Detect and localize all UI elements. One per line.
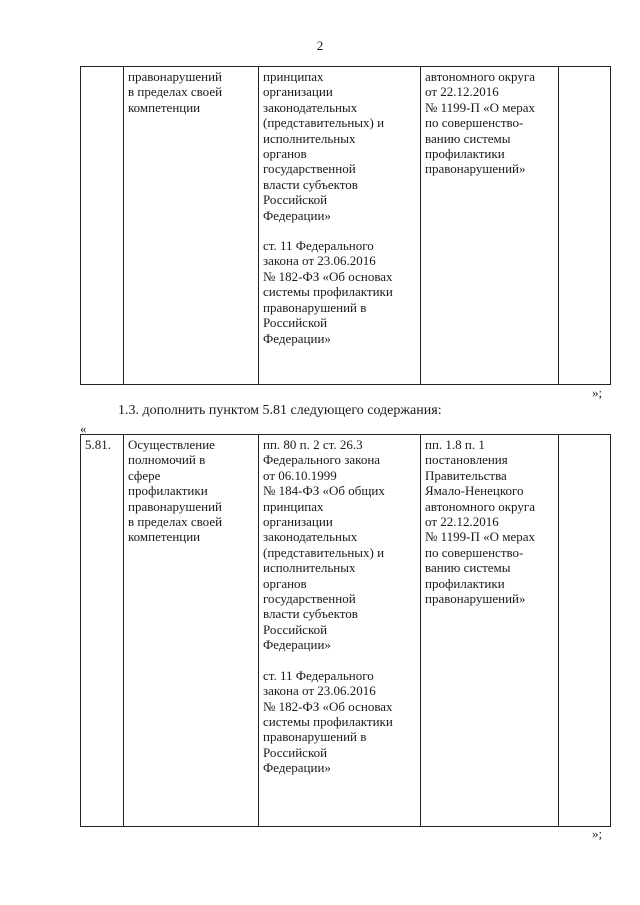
text-line: Федерации» (263, 760, 331, 776)
text-line: закона от 23.06.2016 (263, 683, 376, 699)
text-line: законодательных (263, 99, 358, 115)
text-line: постановления (425, 452, 508, 468)
text-line: компетенции (128, 99, 201, 115)
text-line: Российской (263, 744, 328, 760)
cell-notes (559, 67, 611, 385)
text-line: Российской (263, 621, 328, 637)
text-line: Российской (263, 192, 328, 208)
text-line: власти субъектов (263, 606, 358, 622)
text-line: Правительства (425, 467, 507, 483)
table-row (81, 435, 611, 827)
text-line: принципах (263, 498, 324, 514)
text-line: правонарушений в (263, 299, 367, 315)
text-line: № 182-ФЗ «Об основах (263, 698, 393, 714)
table-new-item (80, 434, 611, 827)
text-line: власти субъектов (263, 176, 358, 192)
text-line: государственной (263, 161, 356, 177)
text-line: исполнительных (263, 560, 356, 576)
text-line: правонарушений в (263, 729, 367, 745)
text-line: Российской (263, 315, 328, 331)
text-line: организации (263, 84, 333, 100)
text-line: (представительных) и (263, 544, 385, 560)
text-line: в пределах своей (128, 514, 223, 530)
text-line: государственной (263, 591, 356, 607)
text-line: автономного округа (425, 498, 535, 514)
text-line: ст. 11 Федерального (263, 667, 374, 683)
text-line: № 1199-П «О мерах (425, 99, 536, 115)
table-row (81, 67, 611, 385)
text-line: закона от 23.06.2016 (263, 253, 376, 269)
text-line: исполнительных (263, 130, 356, 146)
text-line: от 06.10.1999 (263, 467, 337, 483)
text-line: правонарушений (128, 69, 222, 84)
cell-number (81, 67, 124, 385)
closing-quote: »; (592, 826, 603, 841)
cell-function (124, 67, 259, 385)
text-line: правонарушений» (425, 161, 526, 177)
cell-regional-basis (421, 435, 559, 827)
text-line: Федерации» (263, 637, 331, 653)
text-line: № 1199-П «О мерах (425, 529, 536, 545)
text-line: Федерального закона (263, 452, 381, 468)
text-line: компетенции (128, 529, 201, 545)
text-line: (представительных) и (263, 115, 385, 131)
text-line: профилактики (425, 575, 505, 591)
text-line: пп. 80 п. 2 ст. 26.3 (263, 437, 363, 452)
cell-federal-basis (259, 435, 421, 827)
paragraph-text: 1.3. дополнить пунктом 5.81 следующего содержания: (118, 403, 442, 418)
page-number: 2 (316, 38, 324, 53)
text-line: системы профилактики (263, 713, 393, 729)
cell-number: 5.81. (81, 435, 124, 827)
text-line: Федерации» (263, 207, 331, 223)
text-line: органов (263, 146, 307, 162)
cell-notes (559, 435, 611, 827)
closing-quote: »; (592, 385, 603, 400)
text-line: пп. 1.8 п. 1 (425, 437, 485, 452)
text-line: № 182-ФЗ «Об основах (263, 268, 393, 284)
text-line: полномочий в (128, 452, 206, 468)
opening-quote: « (80, 421, 87, 436)
text-line: по совершенство- (425, 544, 524, 560)
text-line: организации (263, 514, 333, 530)
text-line: от 22.12.2016 (425, 84, 499, 100)
text-line: ванию системы (425, 560, 511, 576)
text-line: принципах (263, 69, 324, 84)
text-line: сфере (128, 467, 161, 483)
text-line: Федерации» (263, 330, 331, 346)
text-line: правонарушений (128, 498, 222, 514)
text-line: Осуществление (128, 437, 215, 452)
text-line: Ямало-Ненецкого (425, 483, 524, 499)
text-line: системы профилактики (263, 284, 393, 300)
text-line: профилактики (425, 146, 505, 162)
text-line: от 22.12.2016 (425, 514, 499, 530)
text-line: ванию системы (425, 130, 511, 146)
text-line: в пределах своей (128, 84, 223, 100)
text-line: по совершенство- (425, 115, 524, 131)
cell-function (124, 435, 259, 827)
text-line: профилактики (128, 483, 208, 499)
text-line: законодательных (263, 529, 358, 545)
cell-federal-basis (259, 67, 421, 385)
text-line: органов (263, 575, 307, 591)
table-continuation (80, 66, 611, 385)
text-line: ст. 11 Федерального (263, 238, 374, 254)
text-line: правонарушений» (425, 591, 526, 607)
text-line: автономного округа (425, 69, 535, 84)
cell-regional-basis (421, 67, 559, 385)
text-line: № 184-ФЗ «Об общих (263, 483, 385, 499)
